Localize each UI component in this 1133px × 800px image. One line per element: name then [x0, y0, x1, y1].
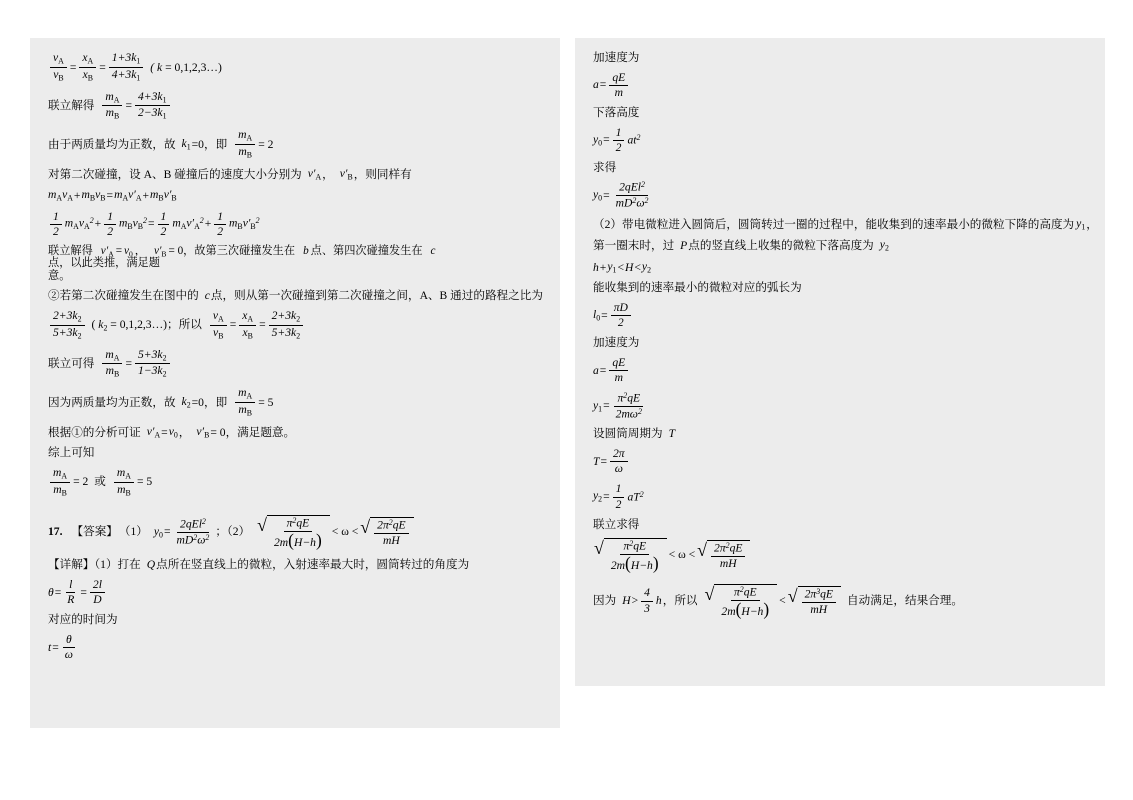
equation-energy-conservation-2: $\frac{1}{2}$ $m_Av_A^2$ + $\frac{1}{2}$ $m_Bv_B^2$ = $\frac{1}{2}$ $m_Av'_A^2$ + $\frac{1}{2}$ $m_Bv'_B^2$: [48, 211, 544, 238]
equation-y0-kinematic: $y_0$ = $\frac{1}{2}$ $at^2$: [593, 125, 641, 154]
equation-theta: θ = $\frac{l}{R}$ = $\frac{2l}{D}$: [48, 579, 544, 606]
equation-omega-range: √ $\frac{\pi^2qE}{2m(H-h)}$ < ω < √ $\frac{2\pi^2qE}{mH}$: [593, 538, 1089, 572]
text-part2-intro-a: （2）带电微粒进入圆筒后，圆筒转过一圈的过程中，能收集到的速率最小的微粒下降的高度为 $y_1$ ，: [593, 216, 1098, 232]
right-text-column: [575, 38, 1105, 686]
left-text-column: [30, 38, 560, 728]
text-min-arc-label: [593, 282, 1089, 294]
fall-height-label: 下落高度: [593, 105, 640, 119]
equation-y1: $y_1$ = $\frac{\pi^2qE}{2m\omega^2}$: [593, 391, 642, 421]
text-fall-height-label: [593, 107, 1089, 119]
answer-line-q17: 17. 【答案】 （1） $y_0$ = $\frac{2qEl^2}{mD^2\omega^2}$ ；（2） √ $\frac{\pi^2qE}{2m(H-h)}$ < ω < √ $\frac{2\pi^2qE}{mH}$: [48, 515, 544, 549]
text-qiude-label: [593, 162, 1089, 174]
text-corresponding-time: [48, 614, 544, 626]
equation-path-ratio-2: $\frac{2+3k_2}{5+3k_2}$ ( $k_2$ = 0,1,2,3…)；所以 $\frac{v_A}{v_B}$ = $\frac{x_A}{x_B}$ = $\frac{2+3k_2}{5+3k_2}$: [48, 310, 544, 341]
min-arc-label: 能收集到的速率最小的微粒对应的弧长为: [593, 281, 802, 295]
text-part2-intro-b: 第一圈末时，过 P 点的竖直线上收集的微粒下落高度为 $y_2$: [593, 238, 889, 253]
lianli-qiude-label: 联立求得: [593, 517, 640, 531]
equation-mass-ratio-2: 联立可得 $\frac{m_A}{m_B}$ = $\frac{5+3k_2}{1-3k_2}$: [48, 349, 544, 380]
equation-height-inequality: h + $y_1$ < H < $y_2$: [593, 259, 651, 275]
text-second-collision-setup: 对第二次碰撞，设 A、B 碰撞后的速度大小分别为 $v'_A$ ， $v'_B$ ，则同样有: [48, 166, 412, 182]
qiude-label: 求得: [593, 160, 617, 174]
text-item2-second-collision-at-c: ②若第二次碰撞发生在图中的 c 点，则从第一次碰撞到第二次碰撞之间，A、B 通过的路程之比为: [48, 289, 543, 303]
text-conclusion-header: [48, 447, 544, 459]
text-lianli-qiude: [593, 519, 1089, 531]
equation-y2: $y_2$ = $\frac{1}{2}$ $aT^2$: [593, 482, 644, 511]
text-acceleration-label-1: [593, 52, 1089, 64]
set-period-label: 设圆筒周期为: [593, 427, 663, 441]
text-final-check: 因为 H > $\frac{4}{3}$ h ，所以 √ $\frac{\pi^2qE}{2m(H-h)}$ < √ $\frac{2\pi^3qE}{mH}$ 自动满足，结果合理。: [593, 584, 963, 619]
text-acceleration-label-2: [593, 337, 1089, 349]
lianli-jiede-label: 联立解得: [48, 99, 95, 113]
zongshang-label: 综上可知: [48, 446, 95, 460]
question-number: 17.: [48, 525, 63, 539]
answer-tag: 【答案】: [71, 525, 118, 539]
equation-mass-ratio-1: 联立解得 $\frac{m_A}{m_B}$ = $\frac{4+3k_1}{2-3k_1}$: [48, 91, 544, 122]
equation-y0-result: $y_0$ = $\frac{2qEl^2}{mD^2\omega^2}$: [593, 180, 649, 210]
corresponding-time-label: 对应的时间为: [48, 613, 118, 627]
equation-momentum-conservation-2: $m_Av_A$ + $m_Bv_B$ = $m_Av'_A$ + $m_Bv'_B$: [48, 188, 177, 203]
acceleration-label: 加速度为: [593, 51, 640, 64]
text-k2-zero: 因为两质量均为正数，故 $k_2$ =0，即 $\frac{m_A}{m_B}$ = 5: [48, 386, 274, 418]
equation-arc-length: $l_0$ = $\frac{\pi D}{2}$: [593, 302, 1089, 329]
equation-time-t: t = $\frac{\theta}{\omega}$: [48, 632, 73, 661]
equation-acceleration-1: a = $\frac{qE}{m}$: [593, 72, 1089, 99]
text-verify-item1: 根据①的分析可证 $v'_A$ = $v_0$ ， $v'_B$ = 0，满足题意。: [48, 424, 296, 440]
equation-vA-vB-ratio: $\frac{v_A}{v_B}$ = $\frac{x_A}{x_B}$ = $\frac{1+3k_1}{4+3k_1}$ ( k = 0,1,2,3…): [48, 52, 544, 83]
equation-acceleration-2: a = $\frac{qE}{m}$: [593, 357, 1089, 384]
equation-period: T = $\frac{2\pi}{\omega}$: [593, 448, 1089, 475]
equation-final-mass-ratios: $\frac{m_A}{m_B}$ = 2 或 $\frac{m_A}{m_B}$ = 5: [48, 467, 544, 498]
acceleration-label-2: 加速度为: [593, 336, 640, 350]
text-set-period: 设圆筒周期为 T: [593, 427, 676, 441]
text-detail-part1: 【详解】（1）打在 Q 点所在竖直线上的微粒，入射速率最大时，圆筒转过的角度为: [48, 558, 470, 572]
huo-label: 或: [94, 475, 106, 489]
lianli-kede-label: 联立可得: [48, 357, 95, 371]
text-k1-zero: 由于两质量均为正数，故 $k_1$ =0，即 $\frac{m_A}{m_B}$ = 2: [48, 128, 274, 160]
text-third-fourth-collision: 联立解得 $v'_A$ = $v_0$ ， $v'_B$ = 0，故第三次碰撞发生在 b 点、第四次碰撞发生在 c 点，以此类推，满足题 意。: [48, 244, 436, 283]
